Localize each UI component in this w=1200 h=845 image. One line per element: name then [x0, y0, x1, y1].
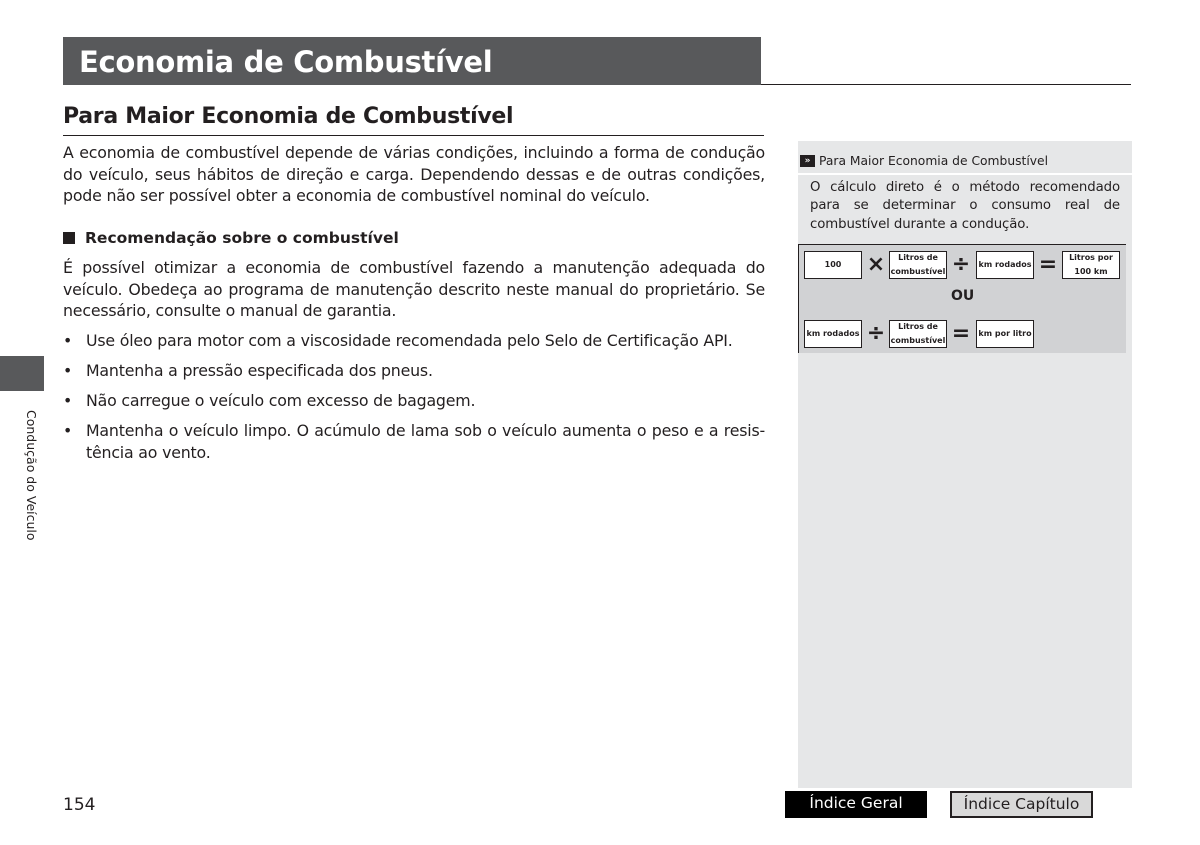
intro-paragraph: A economia de combustível depende de várias condições, incluindo a forma de condução do veículo, seus hábitos de direção e carga. Dependendo dessas e de outras condições, pode não ser possível obter a economia de combustível nominal do veículo. [63, 143, 765, 205]
recommendation-list [63, 330, 765, 472]
equals-icon: = [1038, 252, 1058, 277]
or-label: OU [951, 288, 975, 304]
sidebar-note [798, 141, 1132, 788]
formula-panel [798, 244, 1126, 353]
chapter-index-button[interactable]: Índice Capítulo [950, 791, 1093, 818]
sidebar-text: O cálculo direto é o método recomendado para se determinar o consumo real de combustível durante a condução. [810, 180, 1120, 232]
equals-icon: = [951, 321, 971, 346]
list-item: • Não carregue o veículo com excesso de bagagem. [63, 391, 476, 410]
formula-box: Litros de combustível [889, 320, 947, 348]
bullet-dot-icon: • [63, 391, 73, 410]
bullet-dot-icon: • [63, 331, 73, 350]
formula-box: km rodados [804, 320, 862, 348]
title-divider [761, 84, 1131, 85]
list-item: • Mantenha o veículo limpo. O acúmulo de lama sob o veículo aumenta o peso e a resis-tência ao vento. [63, 421, 765, 462]
square-bullet-icon [63, 232, 75, 244]
page-title: Economia de Combustível [63, 37, 761, 85]
formula-result-box: km por litro [976, 320, 1034, 348]
subsection-heading [63, 227, 399, 249]
chapter-label: Condução do Veículo [24, 410, 39, 541]
general-index-button[interactable]: Índice Geral [785, 791, 927, 818]
divide-icon: ÷ [866, 321, 886, 346]
bullet-dot-icon: • [63, 361, 73, 380]
divide-icon: ÷ [951, 252, 971, 277]
page-number: 154 [63, 795, 96, 815]
double-arrow-icon: » [800, 155, 815, 167]
list-item: • Mantenha a pressão especificada dos pneus. [63, 361, 433, 380]
list-item: • Use óleo para motor com a viscosidade recomendada pelo Selo de Certificação API. [63, 331, 733, 350]
multiply-icon: × [866, 252, 886, 277]
chapter-tab[interactable] [0, 356, 44, 391]
section-title: Para Maior Economia de Combustível [63, 102, 764, 136]
formula-box: 100 [804, 251, 862, 279]
formula-box: Litros de combustível [889, 251, 947, 279]
formula-box: km rodados [976, 251, 1034, 279]
bullet-dot-icon: • [63, 421, 73, 440]
sidebar-divider [798, 173, 1132, 175]
formula-result-box: Litros por 100 km [1062, 251, 1120, 279]
sidebar-heading: » Para Maior Economia de Combustível [798, 151, 1132, 171]
subsection-title: Recomendação sobre o combustível [85, 229, 399, 247]
subsection-paragraph: É possível otimizar a economia de combustível fazendo a manutenção adequada do veículo. Obedeça ao programa de manutenção descrito neste manual do proprietário. Se necessário, consulte o manual de garantia. [63, 258, 765, 320]
